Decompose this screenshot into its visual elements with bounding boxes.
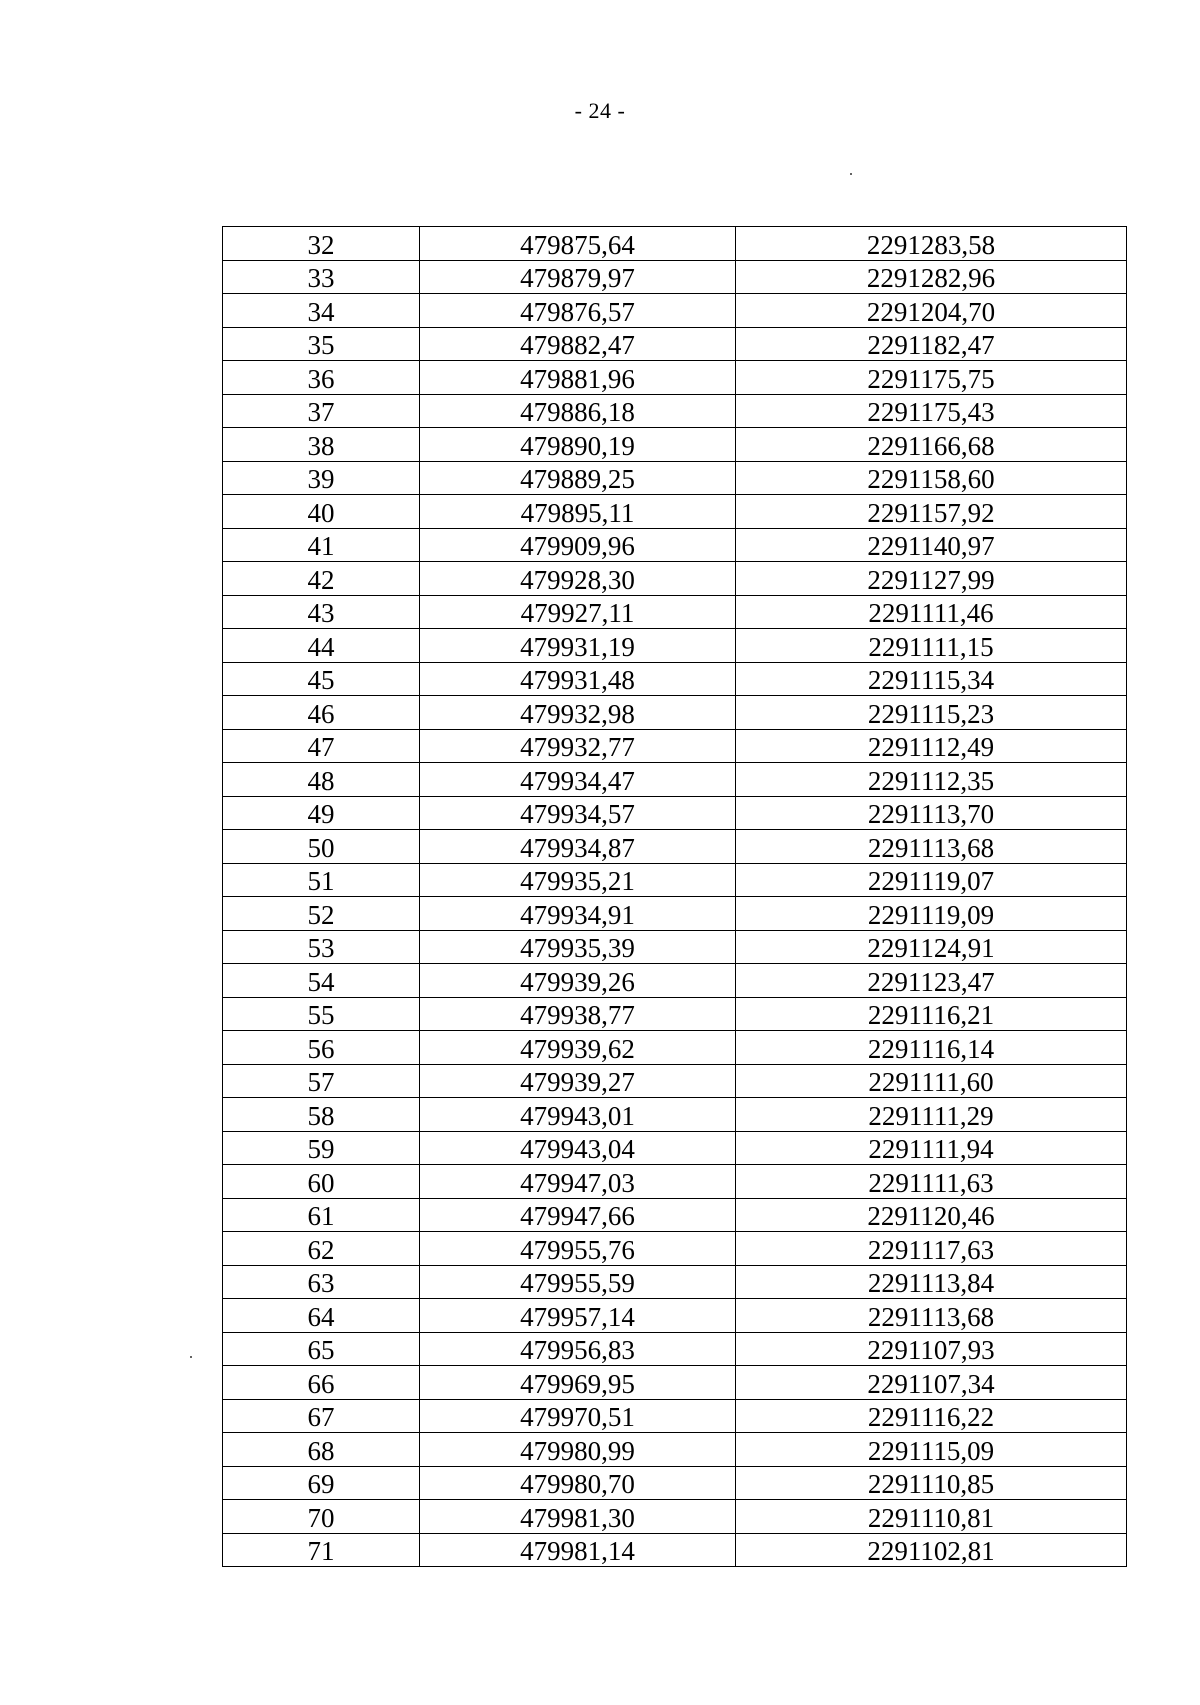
y-coordinate-cell: 2291166,68 [736,428,1127,462]
table-row [223,361,1127,395]
x-coordinate-cell: 479934,87 [420,830,736,864]
y-coordinate-cell: 2291158,60 [736,461,1127,495]
x-coordinate-cell: 479970,51 [420,1399,736,1433]
y-coordinate-cell: 2291127,99 [736,562,1127,596]
x-coordinate-cell: 479957,14 [420,1299,736,1333]
x-coordinate-cell: 479981,14 [420,1533,736,1567]
y-coordinate-cell: 2291110,85 [736,1466,1127,1500]
table-row [223,729,1127,763]
y-coordinate-cell: 2291124,91 [736,930,1127,964]
point-number-cell: 48 [223,763,420,797]
scan-speck [850,173,852,175]
y-coordinate-cell: 2291111,94 [736,1131,1127,1165]
coordinates-table [222,226,1127,1567]
table-row [223,1433,1127,1467]
point-number-cell: 57 [223,1064,420,1098]
x-coordinate-cell: 479939,26 [420,964,736,998]
point-number-cell: 38 [223,428,420,462]
x-coordinate-cell: 479939,62 [420,1031,736,1065]
y-coordinate-cell: 2291112,35 [736,763,1127,797]
table-row [223,763,1127,797]
x-coordinate-cell: 479955,59 [420,1265,736,1299]
y-coordinate-cell: 2291107,34 [736,1366,1127,1400]
point-number-cell: 53 [223,930,420,964]
x-coordinate-cell: 479938,77 [420,997,736,1031]
point-number-cell: 41 [223,528,420,562]
table-row [223,1399,1127,1433]
x-coordinate-cell: 479939,27 [420,1064,736,1098]
y-coordinate-cell: 2291111,15 [736,629,1127,663]
point-number-cell: 51 [223,863,420,897]
y-coordinate-cell: 2291182,47 [736,327,1127,361]
table-row [223,394,1127,428]
x-coordinate-cell: 479875,64 [420,227,736,261]
point-number-cell: 42 [223,562,420,596]
coordinates-table-body [223,227,1127,1567]
y-coordinate-cell: 2291116,21 [736,997,1127,1031]
y-coordinate-cell: 2291120,46 [736,1198,1127,1232]
point-number-cell: 45 [223,662,420,696]
y-coordinate-cell: 2291107,93 [736,1332,1127,1366]
x-coordinate-cell: 479879,97 [420,260,736,294]
point-number-cell: 66 [223,1366,420,1400]
table-row [223,1098,1127,1132]
x-coordinate-cell: 479895,11 [420,495,736,529]
table-row [223,662,1127,696]
y-coordinate-cell: 2291175,43 [736,394,1127,428]
y-coordinate-cell: 2291204,70 [736,294,1127,328]
table-row [223,495,1127,529]
table-row [223,562,1127,596]
y-coordinate-cell: 2291111,46 [736,595,1127,629]
y-coordinate-cell: 2291111,29 [736,1098,1127,1132]
y-coordinate-cell: 2291140,97 [736,528,1127,562]
x-coordinate-cell: 479876,57 [420,294,736,328]
table-row [223,528,1127,562]
y-coordinate-cell: 2291117,63 [736,1232,1127,1266]
x-coordinate-cell: 479980,99 [420,1433,736,1467]
x-coordinate-cell: 479955,76 [420,1232,736,1266]
x-coordinate-cell: 479969,95 [420,1366,736,1400]
y-coordinate-cell: 2291113,68 [736,1299,1127,1333]
table-row [223,696,1127,730]
point-number-cell: 70 [223,1500,420,1534]
x-coordinate-cell: 479927,11 [420,595,736,629]
point-number-cell: 60 [223,1165,420,1199]
x-coordinate-cell: 479889,25 [420,461,736,495]
table-row [223,1265,1127,1299]
y-coordinate-cell: 2291116,22 [736,1399,1127,1433]
x-coordinate-cell: 479928,30 [420,562,736,596]
point-number-cell: 37 [223,394,420,428]
x-coordinate-cell: 479943,01 [420,1098,736,1132]
y-coordinate-cell: 2291113,70 [736,796,1127,830]
table-row [223,930,1127,964]
table-row [223,997,1127,1031]
y-coordinate-cell: 2291110,81 [736,1500,1127,1534]
point-number-cell: 33 [223,260,420,294]
x-coordinate-cell: 479934,91 [420,897,736,931]
x-coordinate-cell: 479890,19 [420,428,736,462]
x-coordinate-cell: 479931,19 [420,629,736,663]
table-row [223,1500,1127,1534]
point-number-cell: 63 [223,1265,420,1299]
x-coordinate-cell: 479931,48 [420,662,736,696]
point-number-cell: 71 [223,1533,420,1567]
y-coordinate-cell: 2291115,23 [736,696,1127,730]
point-number-cell: 55 [223,997,420,1031]
table-row [223,260,1127,294]
table-row [223,1533,1127,1567]
y-coordinate-cell: 2291157,92 [736,495,1127,529]
point-number-cell: 32 [223,227,420,261]
y-coordinate-cell: 2291115,34 [736,662,1127,696]
table-row [223,796,1127,830]
y-coordinate-cell: 2291102,81 [736,1533,1127,1567]
x-coordinate-cell: 479886,18 [420,394,736,428]
y-coordinate-cell: 2291175,75 [736,361,1127,395]
table-row [223,1299,1127,1333]
point-number-cell: 50 [223,830,420,864]
x-coordinate-cell: 479956,83 [420,1332,736,1366]
x-coordinate-cell: 479980,70 [420,1466,736,1500]
point-number-cell: 35 [223,327,420,361]
y-coordinate-cell: 2291283,58 [736,227,1127,261]
point-number-cell: 44 [223,629,420,663]
x-coordinate-cell: 479882,47 [420,327,736,361]
point-number-cell: 40 [223,495,420,529]
x-coordinate-cell: 479947,03 [420,1165,736,1199]
y-coordinate-cell: 2291113,68 [736,830,1127,864]
x-coordinate-cell: 479981,30 [420,1500,736,1534]
point-number-cell: 36 [223,361,420,395]
point-number-cell: 34 [223,294,420,328]
table-row [223,1198,1127,1232]
point-number-cell: 56 [223,1031,420,1065]
table-row [223,1131,1127,1165]
table-row [223,327,1127,361]
y-coordinate-cell: 2291282,96 [736,260,1127,294]
table-row [223,461,1127,495]
table-row [223,897,1127,931]
table-row [223,1332,1127,1366]
point-number-cell: 65 [223,1332,420,1366]
y-coordinate-cell: 2291115,09 [736,1433,1127,1467]
x-coordinate-cell: 479943,04 [420,1131,736,1165]
table-row [223,1366,1127,1400]
y-coordinate-cell: 2291119,07 [736,863,1127,897]
point-number-cell: 39 [223,461,420,495]
point-number-cell: 69 [223,1466,420,1500]
x-coordinate-cell: 479932,77 [420,729,736,763]
point-number-cell: 54 [223,964,420,998]
point-number-cell: 52 [223,897,420,931]
x-coordinate-cell: 479934,47 [420,763,736,797]
table-row [223,1232,1127,1266]
table-row [223,1031,1127,1065]
point-number-cell: 68 [223,1433,420,1467]
table-row [223,294,1127,328]
x-coordinate-cell: 479947,66 [420,1198,736,1232]
x-coordinate-cell: 479935,21 [420,863,736,897]
table-row [223,227,1127,261]
table-row [223,595,1127,629]
y-coordinate-cell: 2291111,60 [736,1064,1127,1098]
x-coordinate-cell: 479934,57 [420,796,736,830]
scan-speck [190,1356,192,1358]
point-number-cell: 67 [223,1399,420,1433]
x-coordinate-cell: 479881,96 [420,361,736,395]
x-coordinate-cell: 479932,98 [420,696,736,730]
point-number-cell: 59 [223,1131,420,1165]
x-coordinate-cell: 479935,39 [420,930,736,964]
y-coordinate-cell: 2291113,84 [736,1265,1127,1299]
point-number-cell: 47 [223,729,420,763]
y-coordinate-cell: 2291123,47 [736,964,1127,998]
point-number-cell: 62 [223,1232,420,1266]
table-row [223,830,1127,864]
x-coordinate-cell: 479909,96 [420,528,736,562]
table-row [223,863,1127,897]
point-number-cell: 46 [223,696,420,730]
point-number-cell: 49 [223,796,420,830]
table-row [223,428,1127,462]
point-number-cell: 64 [223,1299,420,1333]
point-number-cell: 58 [223,1098,420,1132]
y-coordinate-cell: 2291116,14 [736,1031,1127,1065]
y-coordinate-cell: 2291112,49 [736,729,1127,763]
table-row [223,964,1127,998]
page-number: - 24 - [574,98,626,123]
y-coordinate-cell: 2291119,09 [736,897,1127,931]
table-row [223,1064,1127,1098]
table-row [223,629,1127,663]
y-coordinate-cell: 2291111,63 [736,1165,1127,1199]
point-number-cell: 61 [223,1198,420,1232]
table-row [223,1466,1127,1500]
table-row [223,1165,1127,1199]
point-number-cell: 43 [223,595,420,629]
